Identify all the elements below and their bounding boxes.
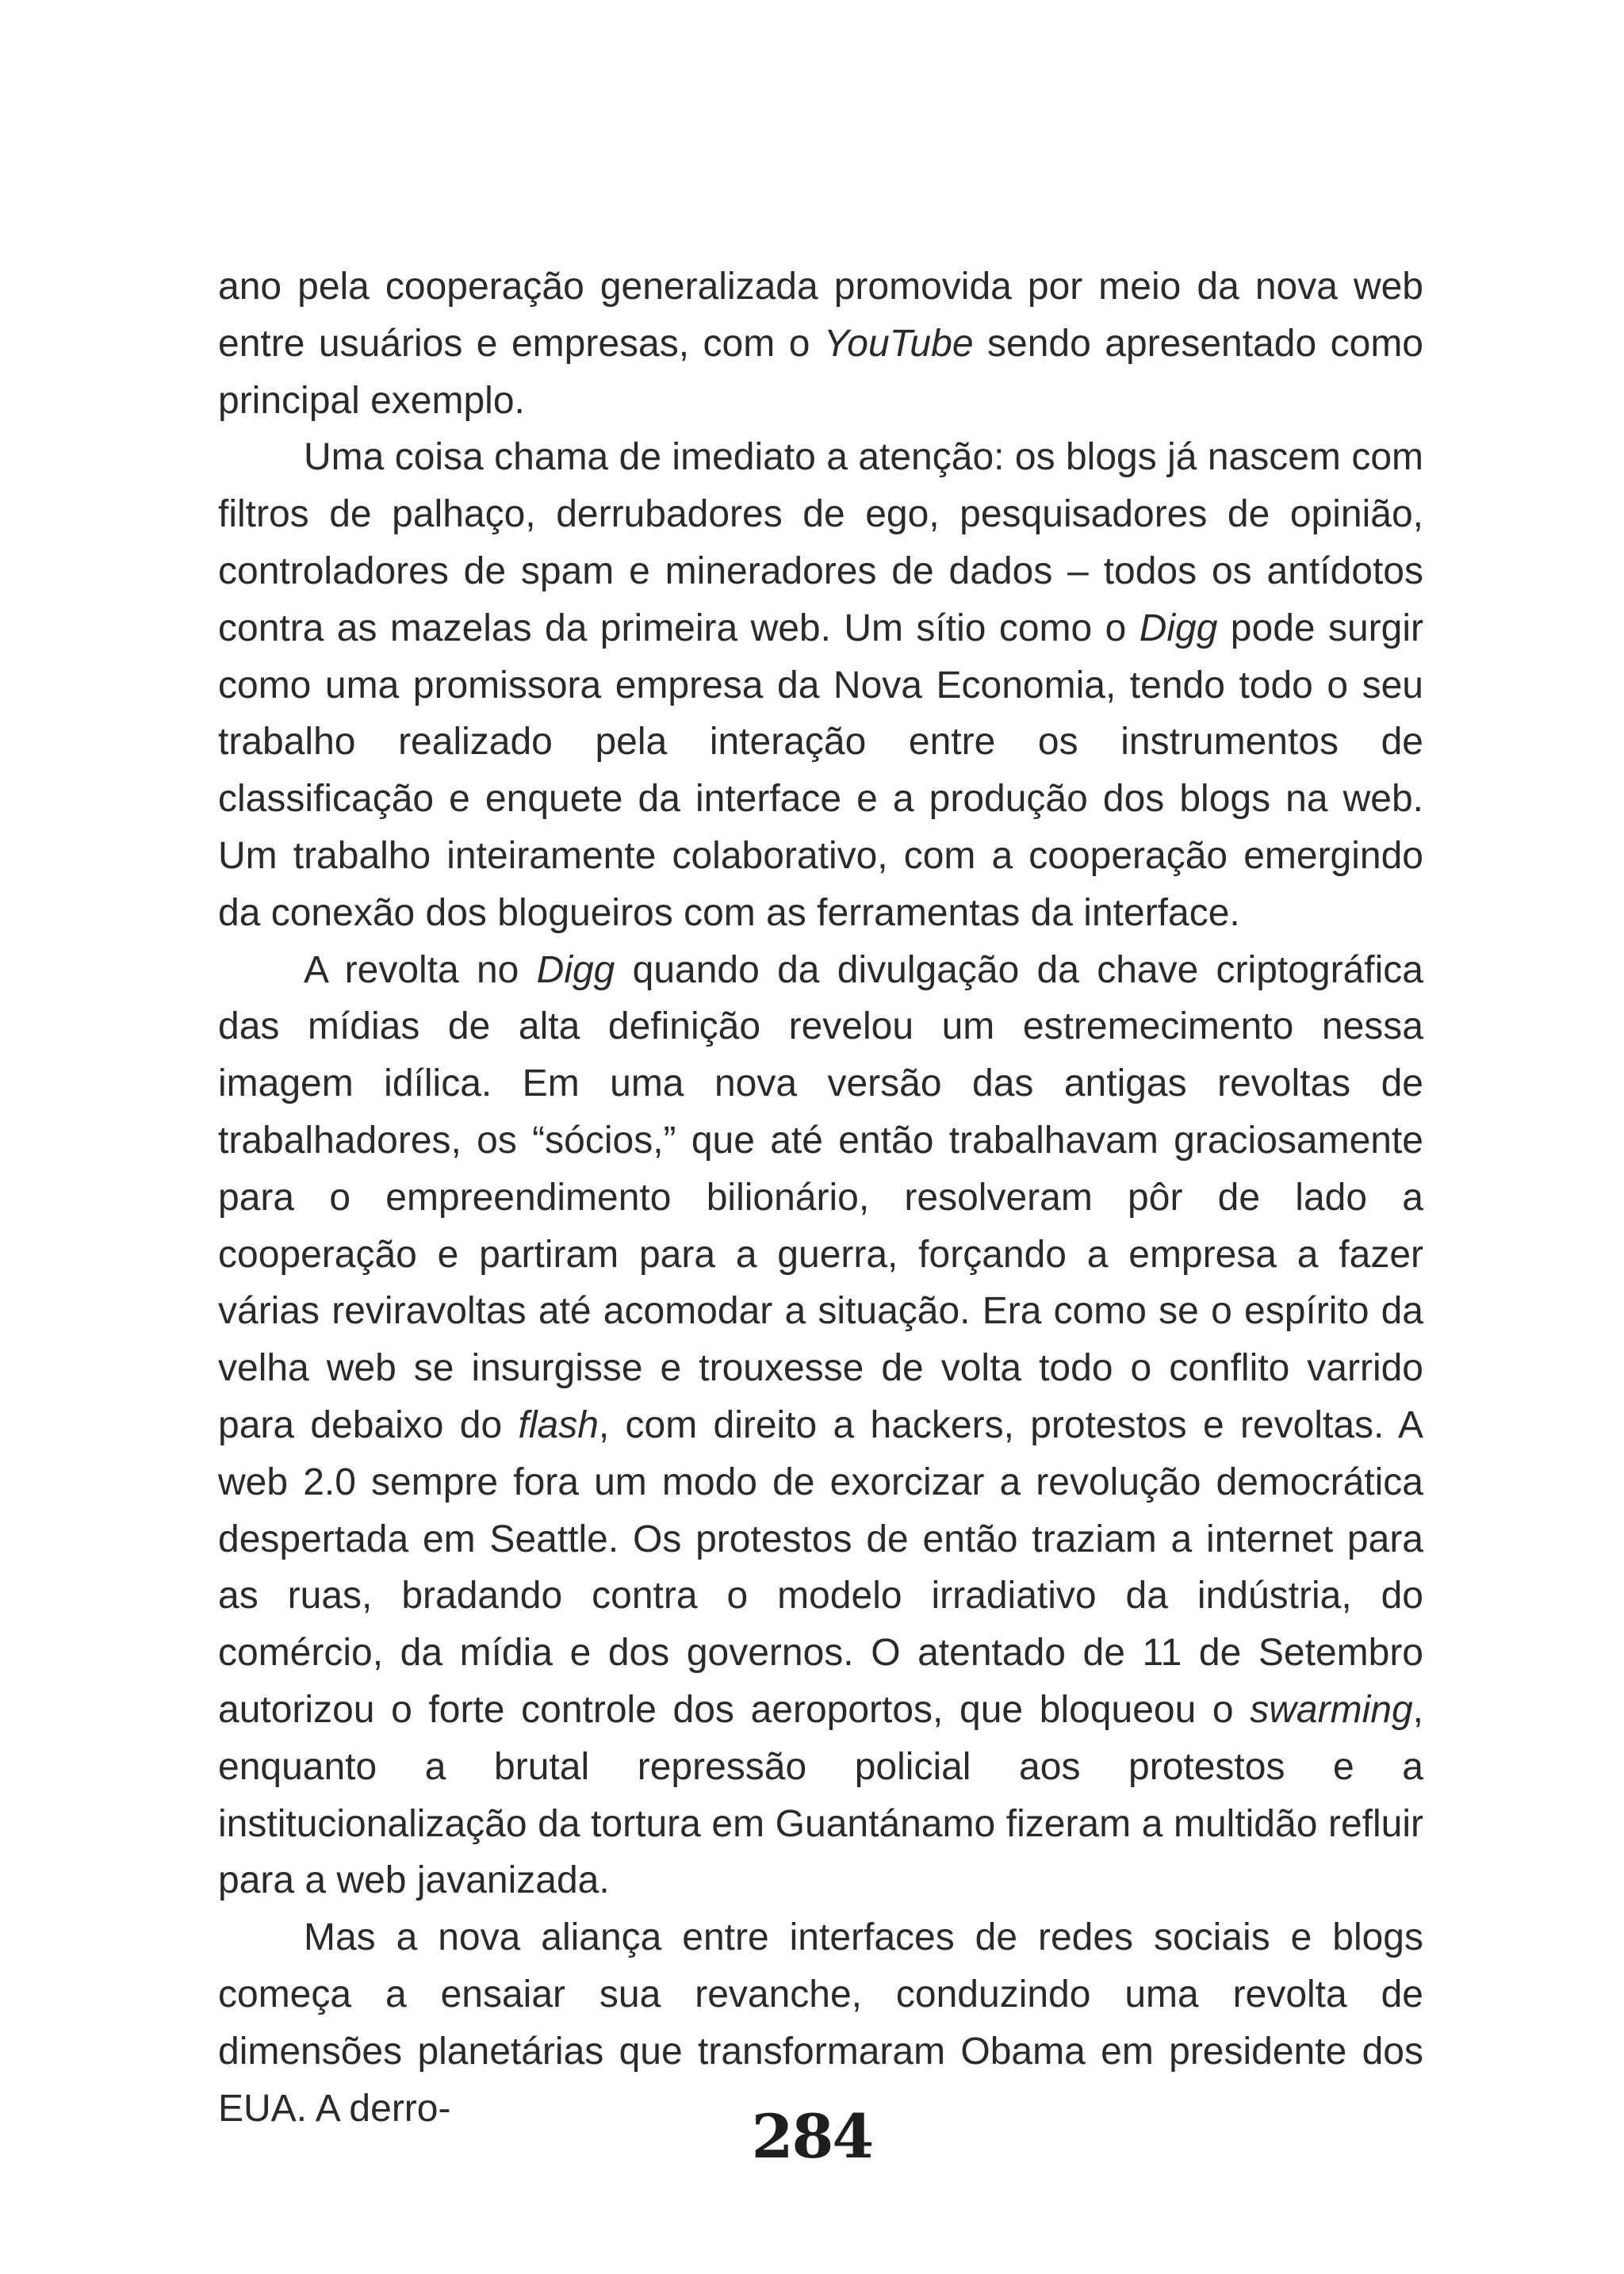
italic-text-run: swarming — [1250, 1688, 1413, 1731]
italic-text-run: Digg — [536, 948, 615, 991]
text-run: quando da divulgação da chave criptográfica das mídias de alta definição revelou um estremecimento nessa imagem idílica. Em uma nova versão das antigas revoltas de trabalhadores, os “sócios,” que até então trabalhavam graciosamente para o empreendimento bilionário, resolveram pôr de lado a cooperação e partiram para a guerra, forçando a empresa a fazer várias reviravoltas até acomodar a situação. Era como se o espírito da velha web se insurgisse e trouxesse de volta todo o conflito varrido para debaixo do — [218, 948, 1423, 1446]
page-number: 284 — [751, 2101, 873, 2172]
paragraph — [218, 942, 1423, 1910]
text-run: ano pela cooperação generalizada promovida por meio da nova web entre usuários e empresas, com o — [218, 266, 1423, 365]
body-text — [218, 258, 1423, 2137]
text-run: pode surgir como uma promissora empresa da Nova Economia, tendo todo o seu trabalho realizado pela interação entre os instrumentos de classificação e enquete da interface e a produção dos blogs na web. Um trabalho inteiramente colaborativo, com a cooperação emergindo da conexão dos blogueiros com as ferramentas da interface. — [218, 607, 1423, 934]
text-run: A revolta no — [304, 948, 537, 991]
italic-text-run: YouTube — [823, 322, 974, 365]
text-run: sendo apresentado como principal exemplo. — [218, 322, 1424, 422]
italic-text-run: flash — [518, 1403, 599, 1446]
italic-text-run: Digg — [1139, 607, 1218, 649]
paragraph — [218, 429, 1423, 941]
text-run: Uma coisa chama de imediato a atenção: os blogs já nascem com filtros de palhaço, derrubadores de ego, pesquisadores de opinião, controladores de spam e mineradores de dados – todos os antídotos contra as mazelas da primeira web. Um sítio como o — [218, 436, 1423, 649]
text-run: , enquanto a brutal repressão policial aos protestos e a institucionalização da tortura em Guantánamo fizeram a multidão refluir para a web javanizada. — [218, 1688, 1423, 1902]
paragraph — [218, 258, 1423, 429]
text-run: , com direito a hackers, protestos e revoltas. A web 2.0 sempre fora um modo de exorcizar a revolução democrática despertada em Seattle. Os protestos de então traziam a internet para as ruas, bradando contra o modelo irradiativo da indústria, do comércio, da mídia e dos governos. O atentado de 11 de Setembro autorizou o forte controle dos aeroportos, que bloqueou o — [218, 1403, 1424, 1731]
text-run: Mas a nova aliança entre interfaces de redes sociais e blogs começa a ensaiar sua revanche, conduzindo uma revolta de dimensões planetárias que transformaram Obama em presidente dos EUA. A derro- — [218, 1916, 1423, 2130]
